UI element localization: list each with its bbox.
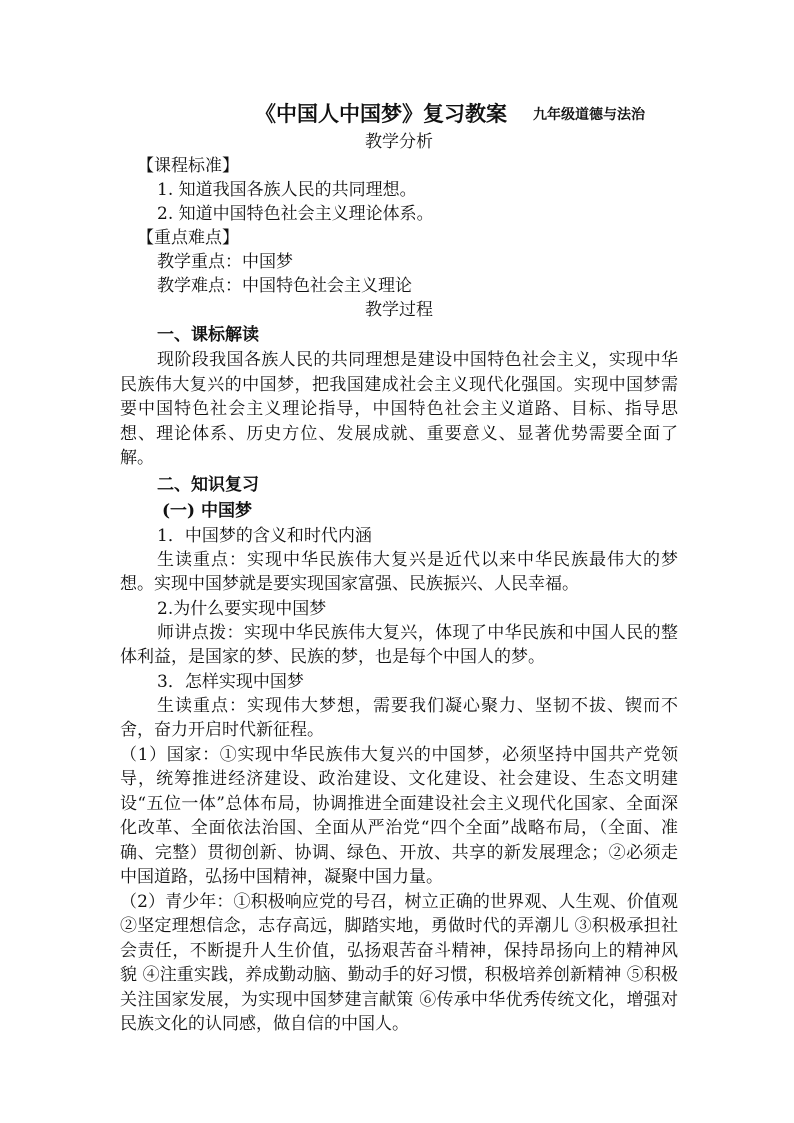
difficulty: 教学难点：中国特色社会主义理论 (157, 276, 412, 296)
key-label: 【重点难点】 (137, 228, 239, 248)
item-title: 1．中国梦的含义和时代内涵 (157, 525, 372, 546)
subsection-heading: (一) 中国梦 (162, 500, 253, 521)
section1-text: 现阶段我国各族人民的共同理想是建设中国特色社会主义，实现中华民族伟大复兴的中国梦，把我国建成社会主义现代化强国。实现中国梦需要中国特色社会主义理论指导，中国特色社会主义道路、目标、指导思想、理论体系、历史方位、发展成就、重要意义、显著优势需要全面了解。 (120, 350, 678, 468)
section2-heading: 二、知识复习 (157, 474, 259, 495)
standard-item: 1. 知道我国各族人民的共同理想。 (157, 180, 417, 200)
title-row (120, 96, 678, 128)
document-title: 《中国人中国梦》复习教案 (255, 101, 507, 126)
youth-text: （2）青少年：①积极响应党的号召，树立正确的世界观、人生观、价值观 ②坚定理想信念，志存高远，脚踏实地，勇做时代的弄潮儿 ③积极承担社会责任，不断提升人生价值，弘扬艰苦奋斗精神，保持昂扬向上的精神风貌 ④注重实践，养成勤动脑、勤动手的好习惯，积极培养创新精神 ⑤积极关注国家发展，为实现中国梦建言献策 ⑥传承中华优秀传统文化，增强对民族文化的认同感，做自信的中国人。 (120, 891, 678, 1034)
item-title: 3．怎样实现中国梦 (157, 671, 304, 692)
standard-item: 2. 知道中国特色社会主义理论体系。 (157, 204, 434, 224)
key-point: 教学重点：中国梦 (157, 252, 293, 272)
document-page (120, 96, 678, 1037)
analysis-heading: 教学分析 (365, 132, 433, 152)
process-heading: 教学过程 (365, 300, 433, 320)
item-title: 2.为什么要实现中国梦 (157, 598, 327, 619)
section1-heading: 一、课标解读 (157, 325, 259, 345)
grade-subject: 九年级道德与法治 (533, 107, 645, 123)
item-text: 师讲点拨：实现中华民族伟大复兴，体现了中华民族和中国人民的整体利益，是国家的梦、民族的梦，也是每个中国人的梦。 (120, 622, 678, 667)
country-text: （1）国家：①实现中华民族伟大复兴的中国梦，必须坚持中国共产党领导，统筹推进经济建设、政治建设、文化建设、社会建设、生态文明建设“五位一体”总体布局，协调推进全面建设社会主义现代化国家、全面深化改革、全面依法治国、全面从严治党“四个全面”战略布局，（全面、准确、完整）贯彻创新、协调、绿色、开放、共享的新发展理念；②必须走中国道路，弘扬中国精神，凝聚中国力量。 (120, 744, 678, 887)
item-text: 生读重点：实现中华民族伟大复兴是近代以来中华民族最伟大的梦想。实现中国梦就是要实现国家富强、民族振兴、人民幸福。 (120, 549, 678, 594)
standard-label: 【课程标准】 (137, 156, 239, 176)
item-text: 生读重点：实现伟大梦想，需要我们凝心聚力、坚韧不拔、锲而不舍，奋力开启时代新征程。 (120, 695, 678, 740)
